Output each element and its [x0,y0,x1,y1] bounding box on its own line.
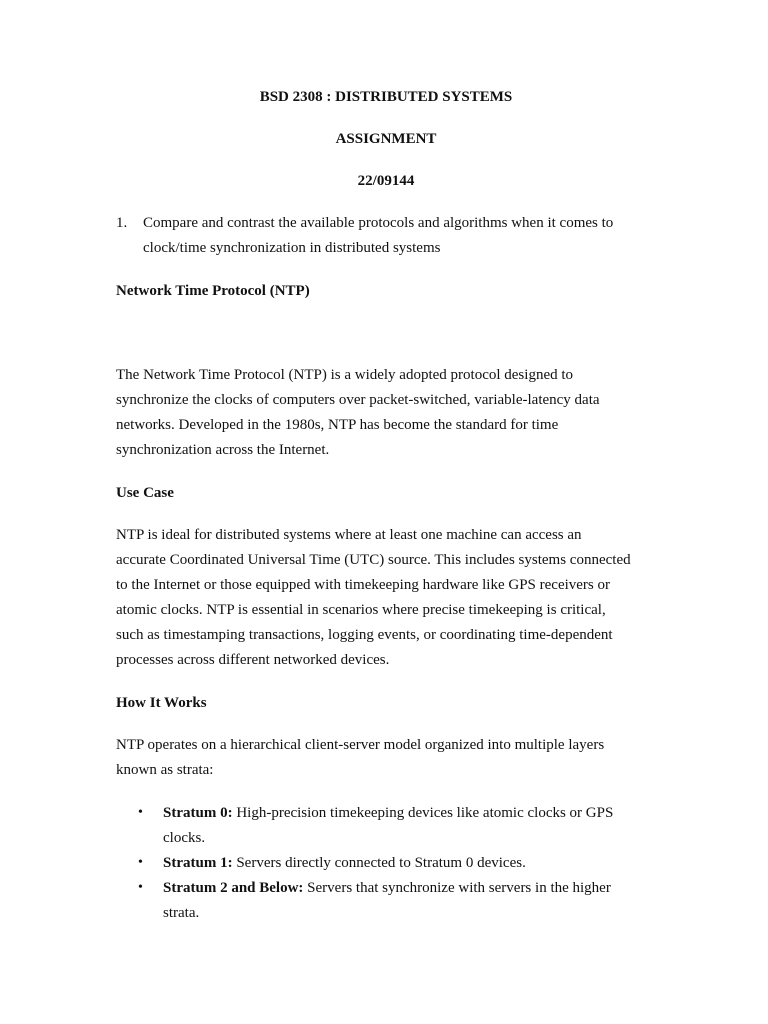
stratum-1-term: Stratum 1: [163,855,233,871]
bullet-icon: • [138,855,143,870]
bullet-icon: • [138,805,143,820]
ntp-heading: Network Time Protocol (NTP) [116,283,310,299]
stratum-0-desc-line-2: clocks. [163,830,206,846]
use-case-heading: Use Case [116,485,174,501]
stratum-0-item [163,804,613,822]
how-it-works-line-1: NTP operates on a hierarchical client-server model organized into multiple layers [116,737,605,753]
use-case-line-5: such as timestamping transactions, logging events, or coordinating time-dependent [116,627,613,643]
ntp-intro-line-4: synchronization across the Internet. [116,442,330,458]
document-page [116,0,656,1024]
stratum-2-term: Stratum 2 and Below: [163,880,304,896]
stratum-2-desc: Servers that synchronize with servers in the higher [303,880,611,896]
stratum-0-term: Stratum 0: [163,805,233,821]
bullet-icon: • [138,880,143,895]
stratum-0-desc: High-precision timekeeping devices like atomic clocks or GPS [232,805,614,821]
question-number: 1. [116,215,128,231]
ntp-intro-line-1: The Network Time Protocol (NTP) is a widely adopted protocol designed to [116,367,574,383]
question-line-1: Compare and contrast the available protocols and algorithms when it comes to [143,215,614,231]
use-case-line-6: processes across different networked devices. [116,652,390,668]
how-it-works-line-2: known as strata: [116,762,214,778]
use-case-line-3: to the Internet or those equipped with timekeeping hardware like GPS receivers or [116,577,611,593]
course-title: BSD 2308 : DISTRIBUTED SYSTEMS [259,89,513,105]
use-case-line-1: NTP is ideal for distributed systems where at least one machine can access an [116,527,582,543]
ntp-intro-line-2: synchronize the clocks of computers over packet-switched, variable-latency data [116,392,600,408]
ntp-intro-line-3: networks. Developed in the 1980s, NTP has become the standard for time [116,417,559,433]
stratum-2-item [163,879,611,897]
assignment-title: ASSIGNMENT [335,131,437,147]
question-line-2: clock/time synchronization in distributed systems [143,240,441,256]
use-case-line-2: accurate Coordinated Universal Time (UTC) source. This includes systems connected [116,552,631,568]
use-case-line-4: atomic clocks. NTP is essential in scenarios where precise timekeeping is critical, [116,602,606,618]
stratum-2-desc-line-2: strata. [163,905,200,921]
how-it-works-heading: How It Works [116,695,207,711]
stratum-1-item [163,854,526,872]
stratum-1-desc: Servers directly connected to Stratum 0 devices. [232,855,526,871]
registration-number: 22/09144 [357,173,415,189]
